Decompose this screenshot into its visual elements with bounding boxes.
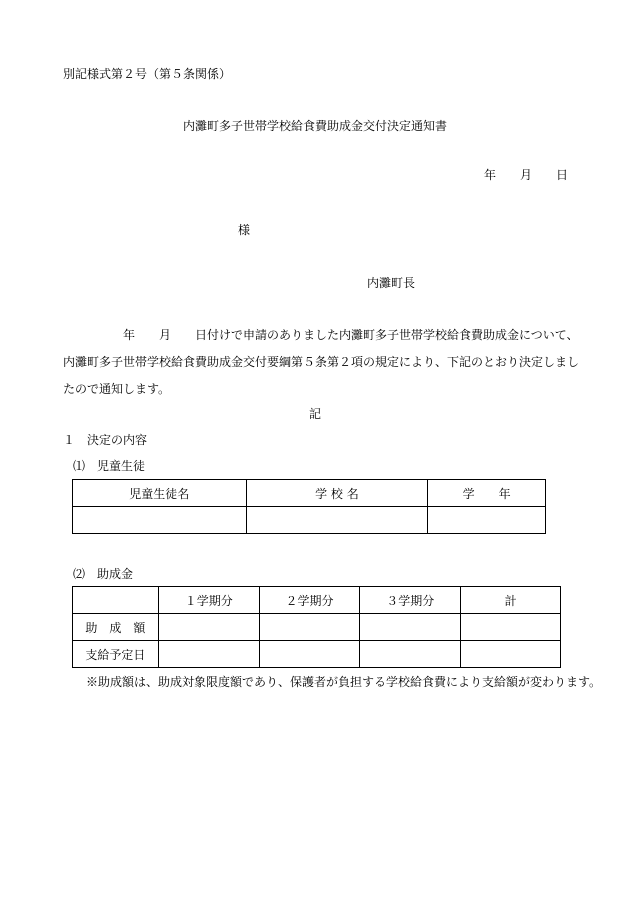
subsection-students: ⑴ 児童生徒 [73, 459, 146, 473]
form-label: 別記様式第２号（第５条関係） [63, 67, 232, 81]
cell-amount-term3[interactable] [360, 614, 461, 641]
date-line [484, 167, 568, 183]
students-table [72, 479, 546, 534]
body-line: 年 月 日付けで申請のありました内灘町多子世帯学校給食費助成金について、 [63, 328, 579, 342]
date-day: 日 [556, 168, 569, 182]
table-row [73, 507, 546, 534]
table-header-row [73, 480, 546, 507]
cell-amount-term2[interactable] [259, 614, 360, 641]
subsection-grant: ⑵ 助成金 [73, 567, 134, 581]
header-term2: ２学期分 [259, 587, 360, 614]
cell-date-term2[interactable] [259, 641, 360, 668]
row-label-payment-date: 支給予定日 [73, 641, 159, 668]
row-label-amount: 助 成 額 [73, 614, 159, 641]
header-term3: ３学期分 [360, 587, 461, 614]
body-text [63, 322, 580, 403]
document-title: 内灘町多子世帯学校給食費助成金交付決定通知書 [182, 119, 447, 133]
ki-heading: 記 [308, 407, 321, 421]
cell-date-term3[interactable] [360, 641, 461, 668]
header-school-name: 学 校 名 [246, 480, 428, 507]
cell-school-name[interactable] [246, 507, 428, 534]
body-line: たので通知します。 [63, 382, 171, 396]
header-term1: １学期分 [158, 587, 259, 614]
header-blank [73, 587, 159, 614]
cell-date-term1[interactable] [158, 641, 259, 668]
table-row [73, 614, 561, 641]
cell-amount-total[interactable] [461, 614, 561, 641]
table-row [73, 641, 561, 668]
cell-date-total[interactable] [461, 641, 561, 668]
addressee-suffix: 様 [238, 223, 251, 237]
cell-student-name[interactable] [73, 507, 247, 534]
header-student-name: 児童生徒名 [73, 480, 247, 507]
cell-amount-term1[interactable] [158, 614, 259, 641]
section-heading: １ 決定の内容 [63, 433, 148, 447]
table-header-row [73, 587, 561, 614]
footnote: ※助成額は、助成対象限度額であり、保護者が負担する学校給食費により支給額が変わります。 [86, 675, 602, 689]
body-line: 内灘町多子世帯学校給食費助成金交付要綱第５条第２項の規定により、下記のとおり決定しまし [63, 355, 580, 369]
header-grade: 学 年 [428, 480, 546, 507]
issuer: 内灘町長 [367, 276, 416, 290]
grant-table [72, 586, 561, 668]
header-total: 計 [461, 587, 561, 614]
cell-grade[interactable] [428, 507, 546, 534]
date-year: 年 [484, 168, 497, 182]
date-month: 月 [520, 168, 533, 182]
